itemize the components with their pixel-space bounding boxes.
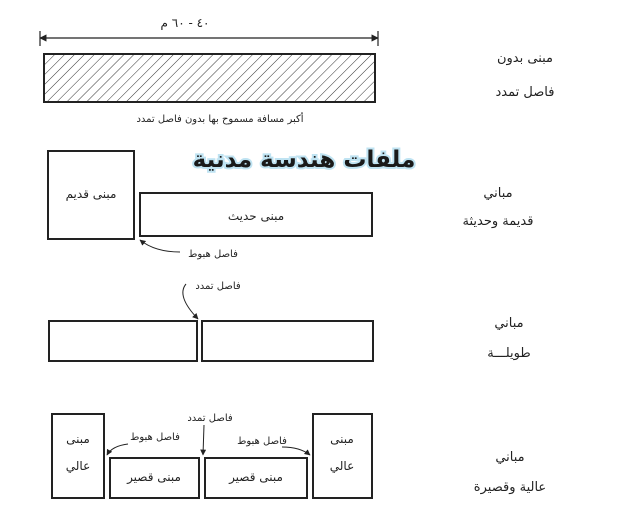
tall-building-left (52, 414, 104, 498)
section2-label-line1: مباني (483, 186, 513, 201)
expansion-joint-arrow-4 (203, 425, 204, 455)
long-building-left (49, 321, 197, 361)
settlement-joint-arrow (140, 240, 180, 252)
expansion-joint-label: فاصل تمدد (195, 281, 241, 292)
new-building-label: مبنى حديث (227, 209, 285, 223)
settlement-joint-arrow-left (107, 444, 128, 455)
watermark-title: ملفات هندسة مدنية (192, 147, 416, 173)
section2-label-line2: قديمة وحديثة (462, 214, 534, 229)
settlement-joint-arrow-right (282, 447, 310, 455)
tall-left-label-line1: مبنى (66, 432, 90, 446)
section-building-without-joint (40, 16, 554, 125)
section-long-buildings (49, 281, 531, 361)
short-right-label: مبنى قصير (229, 470, 283, 484)
section1-label-line2: فاصل تمدد (495, 85, 555, 100)
section4-label-line1: مباني (495, 450, 525, 465)
dimension-label: ٤٠ - ٦٠ م (160, 16, 210, 30)
expansion-joint-label-4: فاصل تمدد (187, 413, 233, 424)
settlement-joint-label: فاصل هبوط (188, 249, 238, 260)
building-hatched (44, 54, 375, 102)
settlement-joint-label-right: فاصل هبوط (237, 436, 287, 447)
section3-label-line2: طويلـــة (487, 346, 531, 361)
section4-label-line2: عالية وقصيرة (473, 480, 547, 495)
tall-left-label-line2: عالي (65, 459, 91, 473)
tall-right-label-line1: مبنى (330, 432, 354, 446)
tall-building-right (313, 414, 372, 498)
section1-label-line1: مبنى بدون (496, 51, 554, 66)
tall-right-label-line2: عالي (329, 459, 355, 473)
old-building-label: مبنى قديم (65, 187, 117, 201)
settlement-joint-label-left: فاصل هبوط (130, 432, 180, 443)
long-building-right (202, 321, 373, 361)
section-tall-and-short-buildings (52, 413, 546, 498)
max-distance-caption: أكبر مسافة مسموح بها بدون فاصل تمدد (136, 114, 304, 125)
section3-label-line1: مباني (494, 316, 524, 331)
short-left-label: مبنى قصير (127, 470, 181, 484)
